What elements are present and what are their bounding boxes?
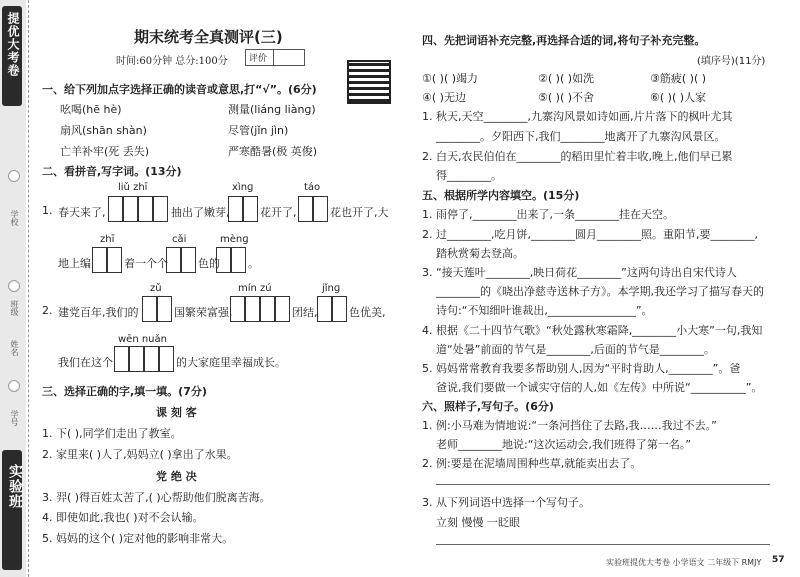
writing-box[interactable]: [243, 196, 258, 222]
s2-text: 花也开了,大: [330, 206, 389, 219]
pinyin: zǔ: [150, 283, 162, 294]
page-title: 期末统考全真测评(三): [134, 28, 283, 46]
answer-line: [436, 484, 770, 485]
s4-question: ________。夕阳西下,我们________地离开了九寨沟风景区。: [436, 130, 726, 143]
s1-item: 严寒酷暑(极 英俊): [228, 145, 318, 158]
writing-box[interactable]: [114, 346, 129, 372]
s5-question: 2. 过________,吃月饼,________圆月________照。重阳节,要________,: [422, 228, 758, 241]
writing-box[interactable]: [245, 296, 260, 322]
writing-box[interactable]: [92, 247, 107, 273]
writing-box[interactable]: [230, 296, 245, 322]
s3-question: 1. 下( ),同学们走出了教室。: [42, 427, 182, 440]
pinyin: táo: [304, 182, 321, 193]
hole-marker: [8, 380, 20, 392]
s4-question: 得________。: [436, 169, 502, 182]
s2-text: 我们在这个: [58, 356, 113, 369]
s3-question: 2. 家里来( )人了,妈妈立( )拿出了水果。: [42, 448, 238, 461]
s1-item: 扇风(shān shàn): [60, 124, 147, 137]
s3-options: 党 绝 决: [156, 470, 197, 483]
s6-question: 2. 例:要是在泥墙周围种些草,就能卖出去了。: [422, 457, 642, 470]
pinyin: jǐnɡ: [322, 283, 341, 294]
writing-box[interactable]: [181, 247, 196, 273]
section-1-heading: 一、给下列加点字选择正确的读音或意思,打“√”。(6分): [42, 83, 317, 96]
s5-question: 爸说,我们要做一个诚实守信的人,如《左传》中所说“__________”。: [436, 381, 763, 394]
writing-box[interactable]: [153, 196, 168, 222]
writing-box[interactable]: [313, 196, 328, 222]
page-number: 57: [772, 555, 785, 565]
brand-bottom-label: 实验班: [7, 464, 23, 509]
strip-field-school: 学校: [10, 210, 19, 226]
s2-text: 建党百年,我们的: [58, 306, 139, 319]
hole-marker: [8, 170, 20, 182]
qr-code-icon: [347, 60, 391, 104]
s6-question: 老师________地说:“这次运动会,我们班得了第一名。”: [436, 438, 692, 451]
s5-question: ________的《晓出净慈寺送林子方》。本学期,我还学习了描写春天的: [436, 285, 764, 298]
pinyin: zhī: [100, 234, 115, 245]
writing-box[interactable]: [166, 247, 181, 273]
s4-question: 2. 白天,农民伯伯在________的稻田里忙着丰收,晚上,他们早已累: [422, 150, 733, 163]
section-2-heading: 二、看拼音,写字词。(13分): [42, 165, 182, 178]
pinyin: liǔ zhī: [118, 182, 148, 193]
pinyin: wēn nuǎn: [118, 334, 167, 345]
s2-text: 着一个个: [124, 257, 168, 270]
s2-num: 1.: [42, 204, 53, 217]
brand-top-label: 提优大考卷: [6, 12, 20, 77]
s2-text: 花开了,: [260, 206, 297, 219]
section-5-heading: 五、根据所学内容填空。(15分): [422, 189, 580, 202]
s2-text: 色优美,: [349, 306, 386, 319]
s5-question: 诗句:“不知细叶谁裁出,________________”。: [436, 304, 653, 317]
s3-options: 课 刻 客: [156, 406, 197, 419]
s2-text: 地上编: [58, 257, 91, 270]
s5-question: 道“处暑”前面的节气是________,后面的节气是________。: [436, 343, 715, 356]
pinyin: xìnɡ: [232, 182, 254, 193]
section-6-heading: 六、照样子,写句子。(6分): [422, 400, 554, 413]
writing-box[interactable]: [144, 346, 159, 372]
writing-box[interactable]: [260, 296, 275, 322]
s4-question: 1. 秋天,天空________,九寨沟风景如诗如画,片片落下的枫叶尤其: [422, 110, 733, 123]
s2-text: 团结,: [292, 306, 318, 319]
s2-text: 。: [248, 257, 259, 270]
s4-word: ①( )( )竭力: [422, 72, 479, 85]
eval-box: [245, 49, 305, 66]
strip-field-number: 学号: [10, 410, 19, 426]
brand-tab-top: [2, 6, 22, 106]
s3-question: 4. 即使如此,我也( )对不会认输。: [42, 511, 204, 524]
s2-text: 色的: [198, 257, 220, 270]
s2-text: 的大家庭里幸福成长。: [176, 356, 286, 369]
s4-word: ④( )无边: [422, 91, 466, 104]
pinyin: mín zú: [238, 283, 272, 294]
writing-box[interactable]: [108, 196, 123, 222]
writing-box[interactable]: [298, 196, 313, 222]
exam-meta: 时间:60分钟 总分:100分: [116, 56, 228, 67]
strip-field-class: 班级: [10, 300, 19, 316]
pinyin: mènɡ: [220, 234, 249, 245]
s4-word: ⑥( )( )人家: [650, 91, 707, 104]
cut-line: [28, 0, 29, 577]
s1-item: 亡羊补牢(死 丢失): [60, 145, 150, 158]
s2-text: 国繁荣富强,: [174, 306, 233, 319]
pinyin: cǎi: [172, 234, 187, 245]
s5-question: 3. “接天莲叶________,映日荷花________”这两句诗出自宋代诗人: [422, 266, 737, 279]
writing-box[interactable]: [107, 247, 122, 273]
writing-box[interactable]: [142, 296, 157, 322]
s3-question: 3. 羿( )得百姓太苦了,( )心帮助他们脱离苦海。: [42, 491, 271, 504]
answer-line: [436, 544, 770, 545]
s6-words: 立刻 慢慢 一眨眼: [436, 516, 520, 529]
s6-question: 3. 从下列词语中选择一个写句子。: [422, 496, 590, 509]
section-3-heading: 三、选择正确的字,填一填。(7分): [42, 385, 207, 398]
section-4-heading: 四、先把词语补充完整,再选择合适的词,将句子补充完整。: [422, 34, 706, 47]
writing-box[interactable]: [332, 296, 347, 322]
s5-question: 1. 雨停了,________出来了,一条________挂在天空。: [422, 208, 674, 221]
s4-word: ⑤( )( )不舍: [538, 91, 595, 104]
s5-question: 踏秋赏菊去登高。: [436, 247, 524, 260]
eval-label: 评价: [249, 54, 268, 64]
s5-question: 5. 妈妈常常教育我要多帮助别人,因为“平时肯助人,________”。爸: [422, 362, 741, 375]
writing-box[interactable]: [317, 296, 332, 322]
writing-box[interactable]: [275, 296, 290, 322]
writing-box[interactable]: [216, 247, 231, 273]
s5-question: 4. 根据《二十四节气歌》“秋处露秋寒霜降,________小大寒”一句,我知: [422, 324, 763, 337]
strip-field-name: 姓名: [10, 340, 19, 356]
writing-box[interactable]: [231, 247, 246, 273]
s4-note: (填序号)(11分): [697, 56, 766, 67]
s4-word: ②( )( )如洗: [538, 72, 595, 85]
s6-question: 1. 例:小马难为情地说:“一条河挡住了去路,我……我过不去。”: [422, 419, 717, 432]
s1-item: 测量(liánɡ liànɡ): [228, 103, 316, 116]
s3-question: 5. 妈妈的这个( )定对他的影响非常大。: [42, 532, 234, 545]
writing-box[interactable]: [228, 196, 243, 222]
writing-box[interactable]: [129, 346, 144, 372]
s2-text: 抽出了嫩芽,: [171, 206, 230, 219]
footer-text: 实验班提优大考卷 小学语文 二年级下 RMJY: [606, 558, 762, 567]
s2-text: 春天来了,: [58, 206, 106, 219]
writing-box[interactable]: [159, 346, 174, 372]
writing-box[interactable]: [157, 296, 172, 322]
hole-marker: [8, 280, 20, 292]
s2-num: 2.: [42, 304, 53, 317]
s1-item: 吆喝(hē hè): [60, 103, 122, 116]
writing-box[interactable]: [138, 196, 153, 222]
s4-word: ③筋疲( )( ): [650, 72, 707, 85]
brand-tab-bottom: [2, 450, 22, 570]
writing-box[interactable]: [123, 196, 138, 222]
s1-item: 尽管(jǐn jìn): [228, 124, 289, 137]
